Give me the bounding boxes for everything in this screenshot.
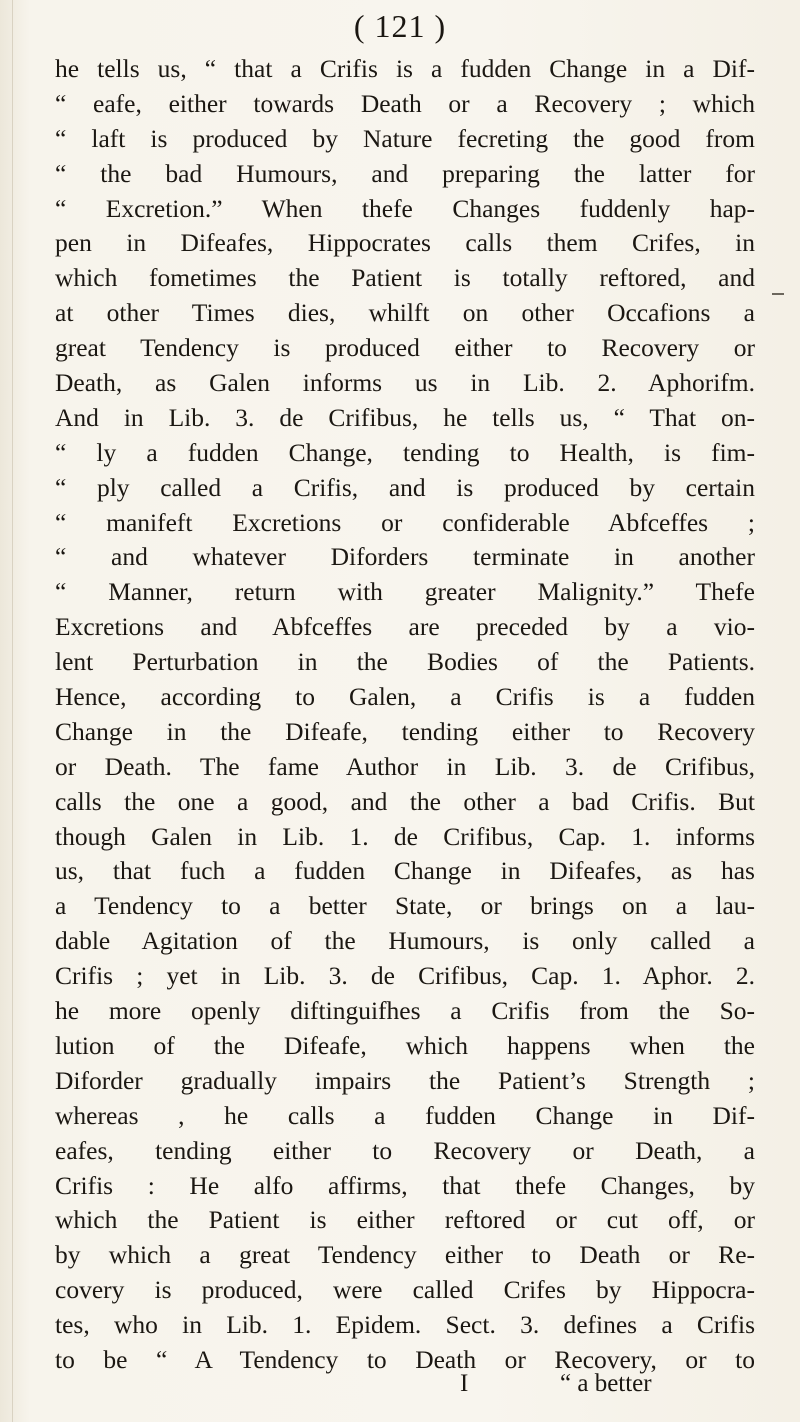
text-line: tes, who in Lib. 1. Epidem. Sect. 3. defines a Crifis (55, 1310, 755, 1340)
text-line: us, that fuch a fudden Change in Difeafes, as has (55, 856, 755, 886)
text-line: by which a great Tendency either to Death or Re- (55, 1240, 755, 1270)
catchword: “ a better (560, 1370, 652, 1397)
text-line: though Galen in Lib. 1. de Crifibus, Cap. 1. informs (55, 821, 755, 851)
text-line: Hence, according to Galen, a Crifis is a fudden (55, 682, 755, 712)
text-line: whereas , he calls a fudden Change in Dif- (55, 1100, 755, 1130)
text-line: Diforder gradually impairs the Patient’s Strength ; (55, 1065, 755, 1095)
signature-mark: I (460, 1370, 469, 1397)
text-line: pen in Difeafes, Hippocrates calls them Crifes, in (55, 228, 755, 258)
text-line: Crifis ; yet in Lib. 3. de Crifibus, Cap. 1. Aphor. 2. (55, 961, 755, 991)
text-line: to be “ A Tendency to Death or Recovery, or to (55, 1344, 755, 1374)
text-line: “ ply called a Crifis, and is produced by certain (55, 472, 755, 502)
text-line: which fometimes the Patient is totally reftored, and (55, 263, 755, 293)
text-line: lent Perturbation in the Bodies of the Patients. (55, 647, 755, 677)
text-line: great Tendency is produced either to Recovery or (55, 333, 755, 363)
text-line: “ Manner, return with greater Malignity.” Thefe (55, 577, 755, 607)
page-number: ( 121 ) (353, 8, 447, 44)
text-line: Change in the Difeafe, tending either to Recovery (55, 716, 755, 746)
text-line: eafes, tending either to Recovery or Death, a (55, 1135, 755, 1165)
text-line: Death, as Galen informs us in Lib. 2. Aphorifm. (55, 368, 755, 398)
body-text (55, 52, 755, 1378)
text-line: And in Lib. 3. de Crifibus, he tells us, “ That on- (55, 402, 755, 432)
text-line: “ and whatever Diforders terminate in another (55, 542, 755, 572)
text-line: which the Patient is either reftored or cut off, or (55, 1205, 755, 1235)
text-line: “ Excretion.” When thefe Changes fuddenly hap- (55, 193, 755, 223)
text-line: “ ly a fudden Change, tending to Health, is fim- (55, 437, 755, 467)
text-line: a Tendency to a better State, or brings on a lau- (55, 891, 755, 921)
text-line: covery is produced, were called Crifes by Hippocra- (55, 1275, 755, 1305)
text-line: he more openly diftinguifhes a Crifis from the So- (55, 996, 755, 1026)
text-line: “ manifeft Excretions or confiderable Abfceffes ; (55, 507, 755, 537)
margin-mark (772, 293, 784, 295)
text-line: lution of the Difeafe, which happens when the (55, 1030, 755, 1060)
text-line: calls the one a good, and the other a bad Crifis. But (55, 786, 755, 816)
text-line: “ the bad Humours, and preparing the latter for (55, 158, 755, 188)
text-line: Crifis : He alfo affirms, that thefe Changes, by (55, 1170, 755, 1200)
text-line: “ eafe, either towards Death or a Recovery ; which (55, 88, 755, 118)
gutter-line (12, 0, 13, 1422)
text-line: “ laft is produced by Nature fecreting the good from (55, 123, 755, 153)
text-line: he tells us, “ that a Crifis is a fudden Change in a Dif- (55, 54, 755, 83)
text-line: dable Agitation of the Humours, is only called a (55, 926, 755, 956)
text-line: at other Times dies, whilft on other Occafions a (55, 298, 755, 328)
text-line: Excretions and Abfceffes are preceded by a vio- (55, 612, 755, 642)
text-line: or Death. The fame Author in Lib. 3. de Crifibus, (55, 751, 755, 781)
